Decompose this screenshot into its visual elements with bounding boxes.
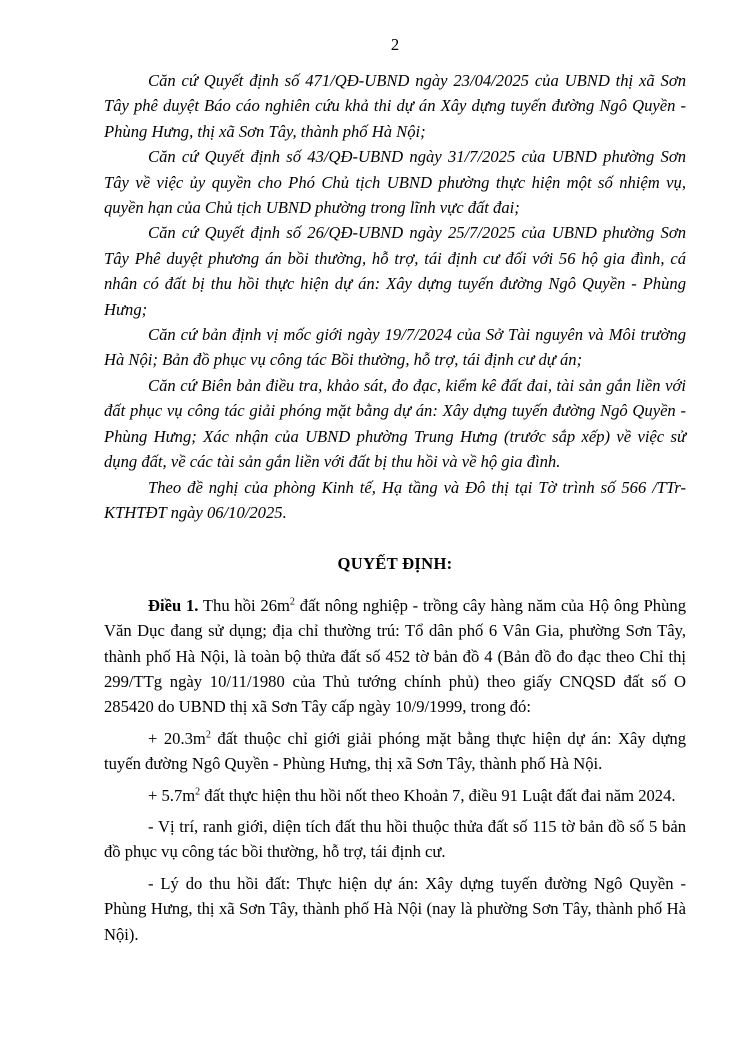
legal-basis-paragraph: Căn cứ Quyết định số 471/QĐ-UBND ngày 23/04/2025 của UBND thị xã Sơn Tây phê duyệt Báo cáo nghiên cứu khả thi dự án Xây dựng tuyến đường Ngô Quyền - Phùng Hưng, thị xã Sơn Tây, thành phố Hà Nội; — [104, 71, 686, 141]
proposal-paragraph: Theo đề nghị của phòng Kinh tế, Hạ tầng và Đô thị tại Tờ trình số 566 /TTr-KTHTĐT ngày 06/10/2025. — [104, 477, 686, 522]
square-meter-superscript: 2 — [195, 786, 201, 798]
item-2-text: đất thực hiện thu hồi nốt theo Khoản 7, điều 91 Luật đất đai năm 2024. — [200, 785, 676, 805]
item-1-text: đất thuộc chỉ giới giải phóng mặt bằng thực hiện dự án: Xây dựng tuyến đường Ngô Quyền - Phùng Hưng, thị xã Sơn Tây, thành phố Hà Nội. — [104, 728, 686, 774]
legal-basis-paragraph: Căn cứ bản định vị mốc giới ngày 19/7/2024 của Sở Tài nguyên và Môi trường Hà Nội; Bản đồ phục vụ công tác Bồi thường, hỗ trợ, tái định cư dự án; — [104, 325, 686, 370]
legal-basis-paragraph: Căn cứ Biên bản điều tra, khảo sát, đo đạc, kiểm kê đất đai, tài sản gắn liền với đất phục vụ công tác giải phóng mặt bằng dự án: Xây dựng tuyến đường Ngô Quyền - Phùng Hưng; Xác nhận của UBND phường Trung Hưng (trước sắp xếp) về việc sử dụng đất, về các tài sản gắn liền với đất bị thu hồi và về hộ gia đình. — [104, 375, 686, 472]
item-1-area: + 20.3m — [148, 728, 206, 748]
article-1-intro — [104, 593, 686, 720]
article-1-location: - Vị trí, ranh giới, diện tích đất thu hồi thuộc thửa đất số 115 tờ bản đồ số 5 bản đồ phục vụ công tác bồi thường, hỗ trợ, tái định cư. — [104, 816, 686, 862]
article-1-item-2 — [104, 783, 686, 808]
square-meter-superscript: 2 — [205, 729, 211, 741]
document-page — [104, 34, 686, 953]
decision-heading: QUYẾT ĐỊNH: — [337, 554, 453, 574]
page-number: 2 — [390, 35, 400, 54]
legal-bases-section — [104, 68, 686, 525]
article-1-label: Điều 1. — [148, 595, 199, 615]
article-1-intro-text: Thu hồi 26m — [198, 595, 290, 615]
article-1-reason: - Lý do thu hồi đất: Thực hiện dự án: Xây dựng tuyến đường Ngô Quyền - Phùng Hưng, thị xã Sơn Tây, thành phố Hà Nội (nay là phường Sơn Tây, thành phố Hà Nội). — [104, 873, 686, 944]
article-1-section — [104, 593, 686, 947]
article-1-intro-text-cont: đất nông nghiệp - trồng cây hàng năm của Hộ ông Phùng Văn Dục đang sử dụng; địa chỉ thường trú: Tổ dân phố 6 Vân Gia, phường Sơn Tây, thành phố Hà Nội, là toàn bộ thửa đất số 452 tờ bản đồ 4 (Bản đồ đo đạc theo Chỉ thị 299/TTg ngày 10/11/1980 của Thủ tướng chính phủ) theo giấy CNQSD đất số O 285420 do UBND thị xã Sơn Tây cấp ngày 10/9/1999, trong đó: — [104, 595, 686, 717]
legal-basis-paragraph: Căn cứ Quyết định số 43/QĐ-UBND ngày 31/7/2025 của UBND phường Sơn Tây về việc ủy quyền cho Phó Chủ tịch UBND phường thực hiện một số nhiệm vụ, quyền hạn của Chủ tịch UBND phường trong lĩnh vực đất đai; — [104, 147, 686, 218]
legal-basis-paragraph: Căn cứ Quyết định số 26/QĐ-UBND ngày 25/7/2025 của UBND phường Sơn Tây Phê duyệt phương án bồi thường, hỗ trợ, tái định cư đối với 56 hộ gia đình, cá nhân có đất bị thu hồi thực hiện dự án: Xây dựng tuyến đường Ngô Quyền - Phùng Hưng; — [104, 223, 686, 319]
item-2-area: + 5.7m — [148, 785, 196, 805]
article-1-item-1 — [104, 726, 686, 777]
square-meter-superscript: 2 — [289, 596, 295, 608]
